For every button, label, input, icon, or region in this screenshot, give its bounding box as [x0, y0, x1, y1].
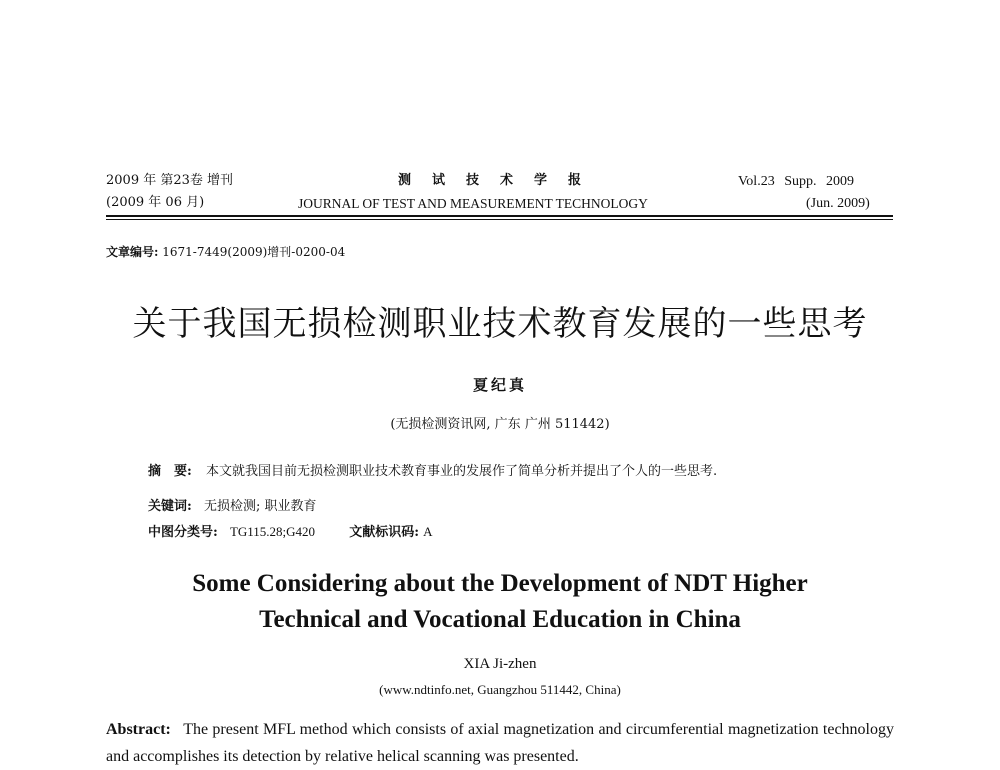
header-rule-thin	[106, 219, 893, 220]
doc-code-value: A	[423, 524, 433, 539]
author-cn: 夏纪真	[472, 376, 527, 394]
journal-title-cn: 测试技术学报	[398, 173, 603, 188]
abstract-en-label: Abstract:	[106, 721, 171, 738]
header-rule-thick	[106, 215, 893, 217]
title-en-line1: Some Considering about the Development of NDT Higher	[192, 570, 808, 597]
classification-value: TG115.28;G420	[229, 524, 316, 539]
article-number-value: 1671-7449(2009)增刊-0200-04	[162, 245, 346, 259]
abstract-cn-text: 本文就我国目前无损检测职业技术教育事业的发展作了简单分析并提出了个人的一些思考.	[205, 464, 718, 479]
keywords-cn-label: 关键词:	[148, 499, 192, 514]
article-number	[106, 243, 345, 260]
classification-label: 中图分类号:	[148, 525, 218, 540]
header-volume-en: Vol.23 Supp. 2009	[738, 174, 854, 189]
keywords-cn-text: 无损检测; 职业教育	[203, 499, 317, 514]
abstract-cn	[148, 460, 717, 479]
affiliation-cn: (无损检测资讯网, 广东 广州 511442)	[390, 417, 610, 432]
abstract-cn-label: 摘 要:	[148, 464, 192, 479]
header-volume-cn: 2009 年 第23卷 增刊	[106, 173, 234, 188]
title-cn: 关于我国无损检测职业技术教育发展的一些思考	[132, 304, 868, 344]
journal-title-en: JOURNAL OF TEST AND MEASUREMENT TECHNOLOGY	[298, 196, 648, 211]
abstract-en-text: The present MFL method which consists of axial magnetization and circumferential magnetization technology and accomplishes its detection by relative helical scanning was presented.	[106, 721, 895, 765]
affiliation-en: (www.ndtinfo.net, Guangzhou 511442, China)	[379, 682, 621, 697]
author-en: XIA Ji-zhen	[463, 656, 537, 672]
keywords-cn	[148, 495, 316, 514]
classification	[148, 521, 433, 540]
title-en-line2: Technical and Vocational Education in China	[259, 606, 741, 633]
header-date-cn: (2009 年 06 月)	[106, 195, 205, 210]
doc-code-label: 文献标识码:	[349, 525, 420, 540]
abstract-en	[106, 716, 894, 770]
header-date-en: (Jun. 2009)	[806, 196, 870, 211]
article-number-label: 文章编号:	[106, 245, 159, 259]
